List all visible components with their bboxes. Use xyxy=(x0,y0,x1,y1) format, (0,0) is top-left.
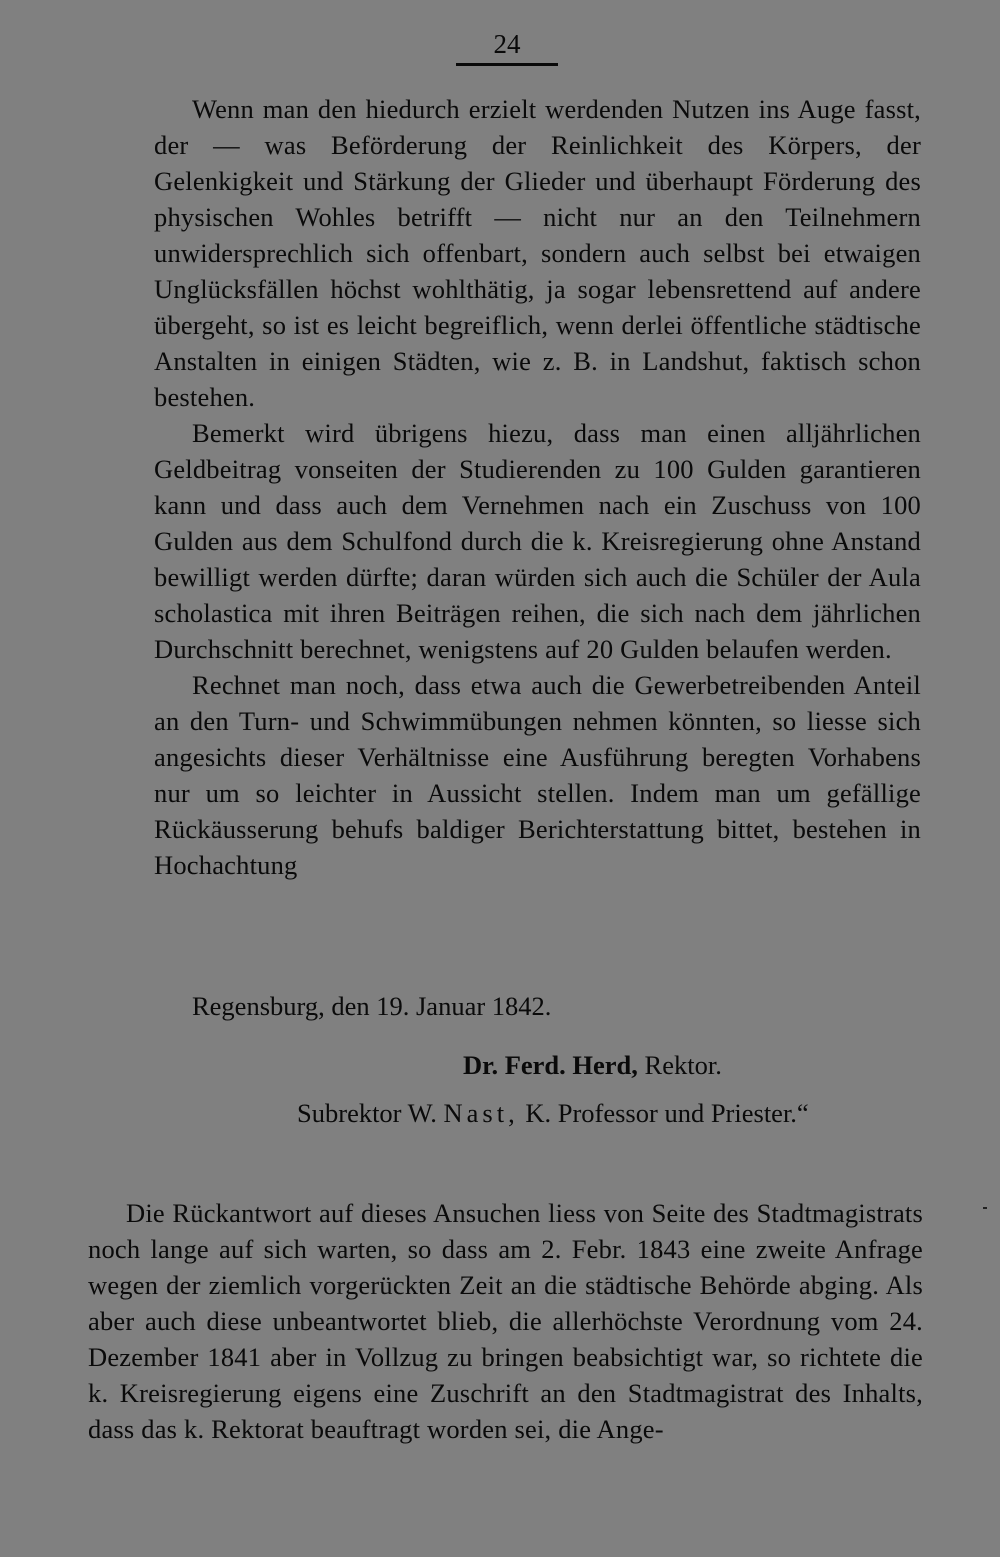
main-text xyxy=(88,1195,923,1447)
signature-title: Rektor. xyxy=(644,1050,722,1080)
page-number-rule xyxy=(456,63,558,66)
subrektor-name: Nast, xyxy=(443,1098,519,1128)
subrektor-suffix: K. Professor und Priester.“ xyxy=(525,1098,809,1128)
letter-paragraph-2: Bemerkt wird übrigens hiezu, dass man einen alljährlichen Geldbeitrag vonseiten der Studierenden zu 100 Gulden garantieren kann und dass auch dem Vernehmen nach ein Zuschuss von 100 Gulden aus dem Schulfond durch die k. Kreisregierung ohne Anstand bewilligt werden dürfte; daran würden sich auch die Schüler der Aula scholastica mit ihren Beiträgen reihen, die sich nach dem jährlichen Durchschnitt berechnet, wenigstens auf 20 Gulden belaufen werden. xyxy=(154,418,921,664)
subrektor-line xyxy=(297,1095,809,1131)
page-number: 24 xyxy=(493,29,521,59)
print-speck xyxy=(983,1207,987,1209)
signature-line xyxy=(463,1047,722,1083)
subrektor-prefix: Subrektor W. xyxy=(297,1098,437,1128)
quoted-letter xyxy=(154,91,921,883)
letter-date-line: Regensburg, den 19. Januar 1842. xyxy=(192,991,552,1021)
letter-paragraph-3: Rechnet man noch, dass etwa auch die Gewerbetreibenden Anteil an den Turn- und Schwimmübungen nehmen könnten, so liesse sich angesichts dieser Verhältnisse eine Ausführung beregten Vorhabens nur um so leichter in Aussicht stellen. Indem man um gefällige Rückäusserung behufs baldiger Berichterstattung bittet, bestehen in Hochachtung xyxy=(154,670,921,880)
letter-paragraph-1: Wenn man den hiedurch erzielt werdenden Nutzen ins Auge fasst, der — was Beförderung der Reinlichkeit des Körpers, der Gelenkigkeit und Stärkung der Glieder und überhaupt Förderung des physischen Wohles betrifft — nicht nur an den Teilnehmern unwidersprechlich sich offenbart, sondern auch selbst bei etwaigen Unglücksfällen höchst wohlthätig, ja sogar lebensrettend auf andere übergeht, so ist es leicht begreiflich, wenn derlei öffentliche städtische Anstalten in einigen Städten, wie z. B. in Landshut, faktisch schon bestehen. xyxy=(154,94,921,412)
signature-name: Dr. Ferd. Herd, xyxy=(463,1050,638,1080)
body-paragraph: Die Rückantwort auf dieses Ansuchen liess von Seite des Stadtmagistrats noch lange auf sich warten, so dass am 2. Febr. 1843 eine zweite Anfrage wegen der ziemlich vorgerückten Zeit an die städtische Behörde abging. Als aber auch diese unbeantwortet blieb, die allerhöchste Verordnung vom 24. Dezember 1841 aber in Vollzug zu bringen beabsichtigt war, so richtete die k. Kreisregierung eigens eine Zuschrift an den Stadtmagistrat des Inhalts, dass das k. Rektorat beauftragt worden sei, die Ange- xyxy=(88,1198,923,1444)
